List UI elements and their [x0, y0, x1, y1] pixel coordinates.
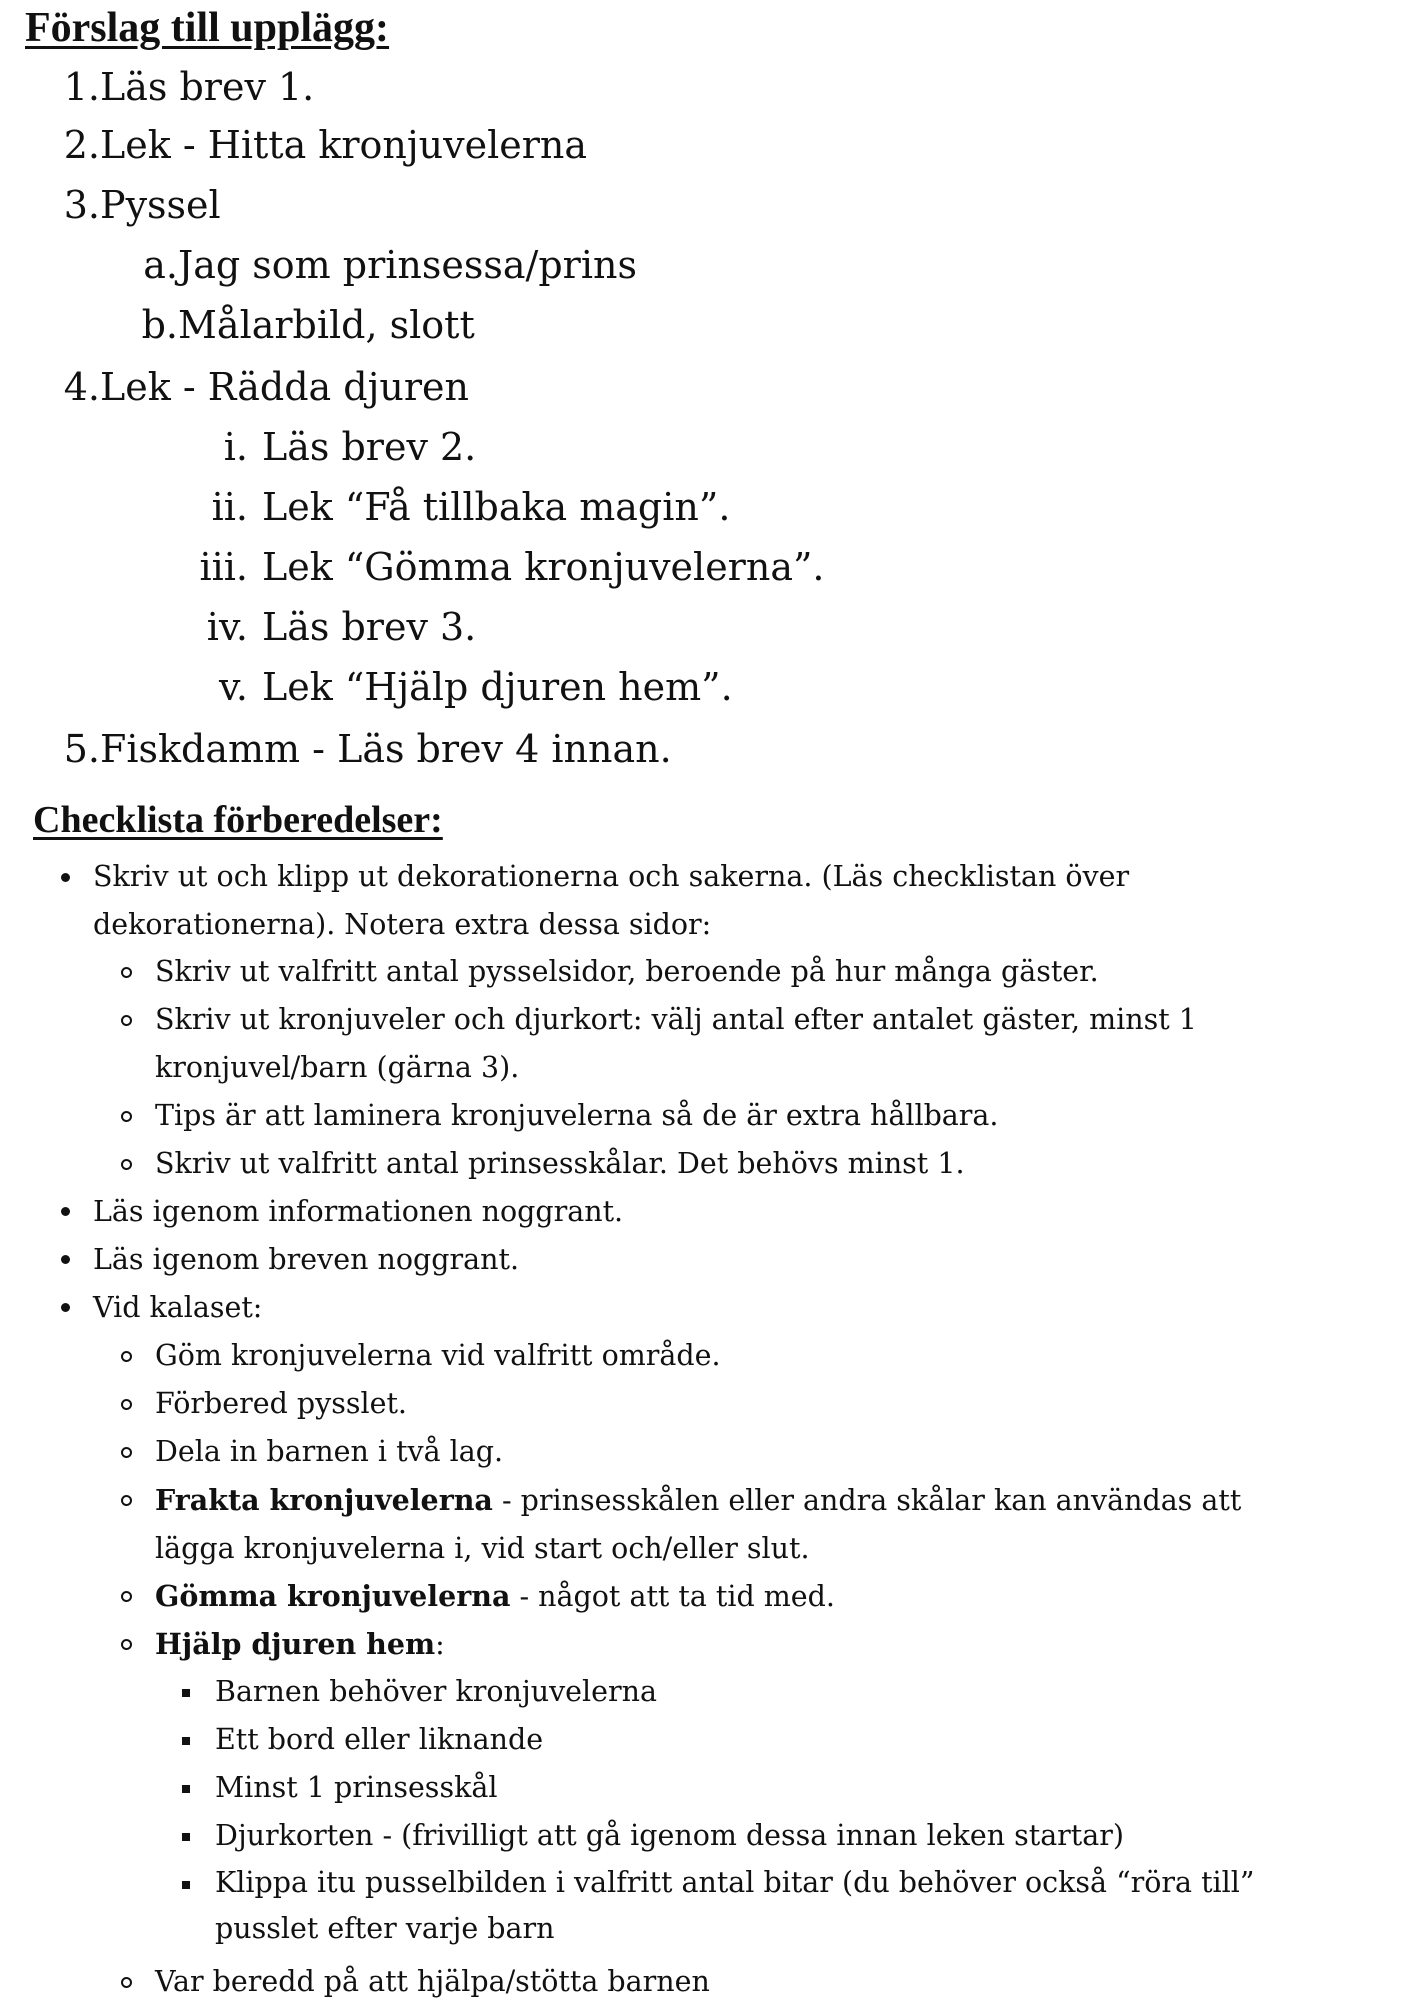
- checklist-item: [93, 1236, 1393, 1284]
- plan-item-4: [58, 364, 469, 410]
- list-roman: iv.: [206, 605, 248, 649]
- bullet-disc-icon: [61, 1303, 70, 1312]
- bullet-square-icon: [182, 1737, 190, 1745]
- checklist-heading: Checklista förberedelser:: [33, 799, 443, 841]
- bullet-disc-icon: [61, 873, 70, 882]
- checklist-subsubitem: [215, 1668, 1395, 1716]
- list-number: 4.: [63, 365, 100, 409]
- list-item-text: Jag som prinsessa/prins: [178, 243, 637, 287]
- checklist-item-text: Skriv ut valfritt antal prinsesskålar. Det behövs minst 1.: [155, 1147, 965, 1180]
- checklist-item-text: Tips är att laminera kronjuvelerna så de är extra hållbara.: [155, 1099, 999, 1132]
- list-item-text: Lek “Gömma kronjuvelerna”.: [262, 545, 825, 589]
- checklist-item-text: Läs igenom informationen noggrant.: [93, 1195, 624, 1228]
- checklist-subitem: [155, 1140, 1395, 1188]
- checklist-item-text: Förbered pysslet.: [155, 1387, 407, 1420]
- plan-item-3a: [130, 242, 637, 288]
- checklist-subsubitem: [215, 1764, 1395, 1812]
- list-number: 1.: [63, 65, 100, 109]
- checklist-item-text: Var beredd på att hjälpa/stötta barnen: [155, 1965, 710, 1998]
- checklist-item-text: Skriv ut och klipp ut dekorationerna och sakerna. (Läs checklistan över: [93, 860, 1130, 893]
- plan-item-3b: [130, 302, 475, 348]
- checklist-item-text: Minst 1 prinsesskål: [215, 1771, 498, 1804]
- list-number: 5.: [63, 727, 100, 771]
- list-item-text: Läs brev 1.: [100, 65, 315, 109]
- checklist-item-label: Gömma kronjuvelerna: [155, 1579, 511, 1613]
- bullet-square-icon: [182, 1881, 190, 1889]
- checklist-item-label: Hjälp djuren hem: [155, 1627, 436, 1661]
- bullet-circle-icon: [121, 1591, 132, 1602]
- list-item-text: Lek - Hitta kronjuvelerna: [100, 123, 588, 167]
- bullet-circle-icon: [121, 1639, 132, 1650]
- checklist-item-text: kronjuvel/barn (gärna 3).: [155, 1051, 520, 1084]
- checklist-subitem: [155, 1332, 1395, 1380]
- checklist-subitem: [155, 1476, 1395, 1573]
- checklist-item-text: Skriv ut valfritt antal pysselsidor, beroende på hur många gäster.: [155, 955, 1099, 988]
- bullet-circle-icon: [121, 1351, 132, 1362]
- list-item-text: Lek “Få tillbaka magin”.: [262, 485, 731, 529]
- list-letter: a.: [143, 243, 178, 287]
- list-item-text: Fiskdamm - Läs brev 4 innan.: [100, 727, 672, 771]
- checklist-item-label: Frakta kronjuvelerna: [155, 1483, 493, 1517]
- checklist-item-text: lägga kronjuvelerna i, vid start och/eller slut.: [155, 1532, 810, 1565]
- plan-item-4iv: [180, 604, 476, 650]
- checklist-subitem: [155, 1958, 1395, 2006]
- checklist-subitem: [155, 1572, 1395, 1621]
- list-item-text: Lek “Hjälp djuren hem”.: [262, 665, 733, 709]
- list-number: 3.: [63, 183, 100, 227]
- bullet-square-icon: [182, 1833, 190, 1841]
- checklist-item-text: Skriv ut kronjuveler och djurkort: välj antal efter antalet gäster, minst 1: [155, 1003, 1197, 1036]
- checklist-item-text: Göm kronjuvelerna vid valfritt område.: [155, 1339, 721, 1372]
- checklist-subitem: [155, 996, 1395, 1092]
- checklist-item-text: Vid kalaset:: [93, 1291, 263, 1324]
- checklist-item-text: Ett bord eller liknande: [215, 1723, 544, 1756]
- checklist-item-text: - prinsesskålen eller andra skålar kan användas att: [492, 1484, 1242, 1517]
- list-item-text: Lek - Rädda djuren: [100, 365, 469, 409]
- bullet-disc-icon: [61, 1207, 70, 1216]
- plan-item-1: [58, 64, 314, 110]
- list-item-text: Läs brev 3.: [262, 605, 477, 649]
- bullet-circle-icon: [121, 1977, 132, 1988]
- bullet-circle-icon: [121, 1111, 132, 1122]
- bullet-disc-icon: [61, 1255, 70, 1264]
- checklist-item: [93, 1188, 1393, 1236]
- bullet-circle-icon: [121, 1015, 132, 1026]
- bullet-circle-icon: [121, 1399, 132, 1410]
- list-item-text: Målarbild, slott: [178, 303, 475, 347]
- checklist-item-text: Läs igenom breven noggrant.: [93, 1243, 520, 1276]
- checklist-subitem: [155, 1428, 1395, 1476]
- checklist-subitem: [155, 1092, 1395, 1140]
- plan-item-4v: [180, 664, 733, 710]
- plan-item-5: [58, 726, 672, 772]
- plan-item-3: [58, 182, 221, 228]
- bullet-circle-icon: [121, 1159, 132, 1170]
- checklist-item-text: :: [435, 1628, 445, 1661]
- plan-item-2: [58, 122, 587, 168]
- list-roman: ii.: [211, 485, 248, 529]
- checklist-item-text: Klippa itu pusselbilden i valfritt antal bitar (du behöver också “röra till”: [215, 1866, 1255, 1899]
- checklist-item-text: dekorationerna). Notera extra dessa sidor:: [93, 908, 712, 941]
- list-number: 2.: [63, 123, 100, 167]
- plan-item-4iii: [180, 544, 825, 590]
- list-roman: i.: [223, 425, 248, 469]
- bullet-circle-icon: [121, 1447, 132, 1458]
- checklist-subsubitem: [215, 1716, 1395, 1764]
- list-item-text: Pyssel: [100, 183, 221, 227]
- plan-item-4i: [180, 424, 476, 470]
- bullet-circle-icon: [121, 967, 132, 978]
- checklist-item-text: - något att ta tid med.: [510, 1580, 835, 1613]
- checklist-item-text: Djurkorten - (frivilligt att gå igenom dessa innan leken startar): [215, 1819, 1124, 1852]
- list-item-text: Läs brev 2.: [262, 425, 477, 469]
- plan-item-4ii: [180, 484, 730, 530]
- bullet-square-icon: [182, 1785, 190, 1793]
- checklist-item-text: pusslet efter varje barn: [215, 1912, 555, 1945]
- checklist-item: [93, 853, 1393, 949]
- list-roman: iii.: [199, 545, 248, 589]
- checklist-subsubitem: [215, 1860, 1395, 1952]
- checklist-subitem: [155, 1380, 1395, 1428]
- plan-heading: Förslag till upplägg:: [25, 5, 390, 51]
- bullet-circle-icon: [121, 1495, 132, 1506]
- checklist-subitem: [155, 1620, 1395, 1669]
- list-letter: b.: [141, 303, 178, 347]
- checklist-item-text: Barnen behöver kronjuvelerna: [215, 1675, 657, 1708]
- checklist-item: [93, 1284, 1393, 1332]
- list-roman: v.: [218, 665, 248, 709]
- checklist-subitem: [155, 948, 1395, 996]
- bullet-square-icon: [182, 1689, 190, 1697]
- checklist-item-text: Dela in barnen i två lag.: [155, 1435, 504, 1468]
- checklist-subsubitem: [215, 1812, 1395, 1860]
